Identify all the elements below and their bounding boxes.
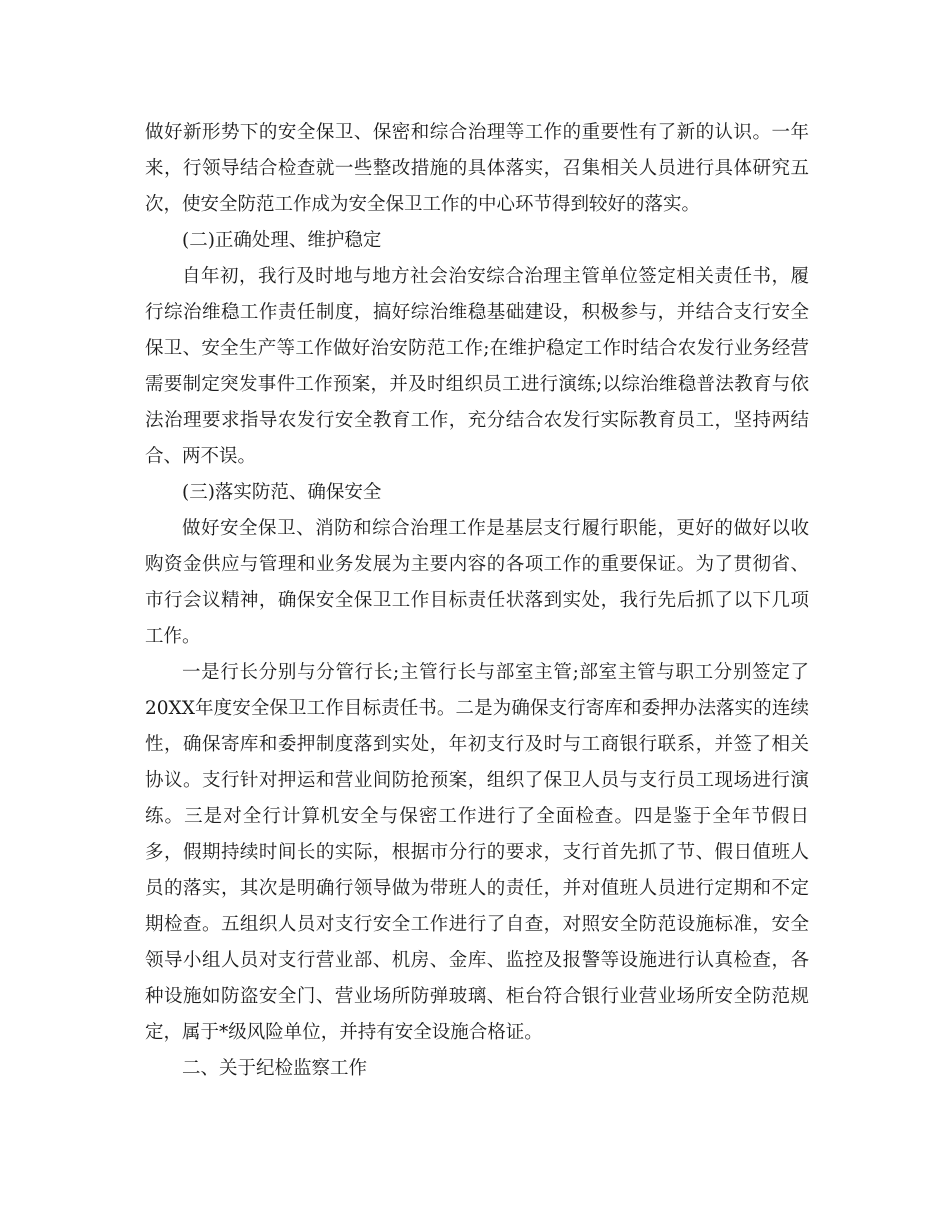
section-heading-2: (二)正确处理、维护稳定 — [182, 230, 382, 251]
chapter-heading-discipline: 二、关于纪检监察工作 — [182, 1058, 368, 1079]
paragraph-measures: 一是行长分别与分管行长;主管行长与部室主管;部室主管与职工分别签定了20XX年度安全保卫工作目标责任书。二是为确保支行寄库和委押办法落实的连续性，确保寄库和委押制度落到实处，年初支行及时与工商银行联系，并签了相关协议。支行针对押运和营业间防抢预案，组织了保卫人员与支行员工现场进行演练。三是对全行计算机安全与保密工作进行了全面检查。四是鉴于全年节假日多，假期持续时间长的实际，根据市分行的要求，支行首先抓了节、假日值班人员的落实，其次是明确行领导做为带班人的责任，并对值班人员进行定期和不定期检查。五组织人员对支行安全工作进行了自查，对照安全防范设施标准，安全领导小组人员对支行营业部、机房、金库、监控及报警等设施进行认真检查，各种设施如防盗安全门、营业场所防弹玻璃、柜台符合银行业营业场所安全防范规定，属于*级风险单位，并持有安全设施合格证。 — [145, 662, 809, 1043]
paragraph-stability: 自年初，我行及时地与地方社会治安综合治理主管单位签定相关责任书，履行综治维稳工作责任制度，搞好综治维稳基础建设，积极参与，并结合支行安全保卫、安全生产等工作做好治安防范工作;在维护稳定工作时结合农发行业务经营需要制定突发事件工作预案，并及时组织员工进行演练;以综治维稳普法教育与依法治理要求指导农发行安全教育工作，充分结合农发行实际教育员工，坚持两结合、两不误。 — [145, 266, 809, 467]
paragraph-security: 做好安全保卫、消防和综合治理工作是基层支行履行职能，更好的做好以收购资金供应与管理和业务发展为主要内容的各项工作的重要保证。为了贯彻省、市行会议精神，确保安全保卫工作目标责任状落到实处，我行先后抓了以下几项工作。 — [145, 518, 809, 647]
section-heading-3: (三)落实防范、确保安全 — [182, 482, 382, 503]
document-page — [145, 115, 809, 1087]
paragraph-intro: 做好新形势下的安全保卫、保密和综合治理等工作的重要性有了新的认识。一年来，行领导结合检查就一些整改措施的具体落实，召集相关人员进行具体研究五次，使安全防范工作成为安全保卫工作的中心环节得到较好的落实。 — [145, 122, 809, 215]
